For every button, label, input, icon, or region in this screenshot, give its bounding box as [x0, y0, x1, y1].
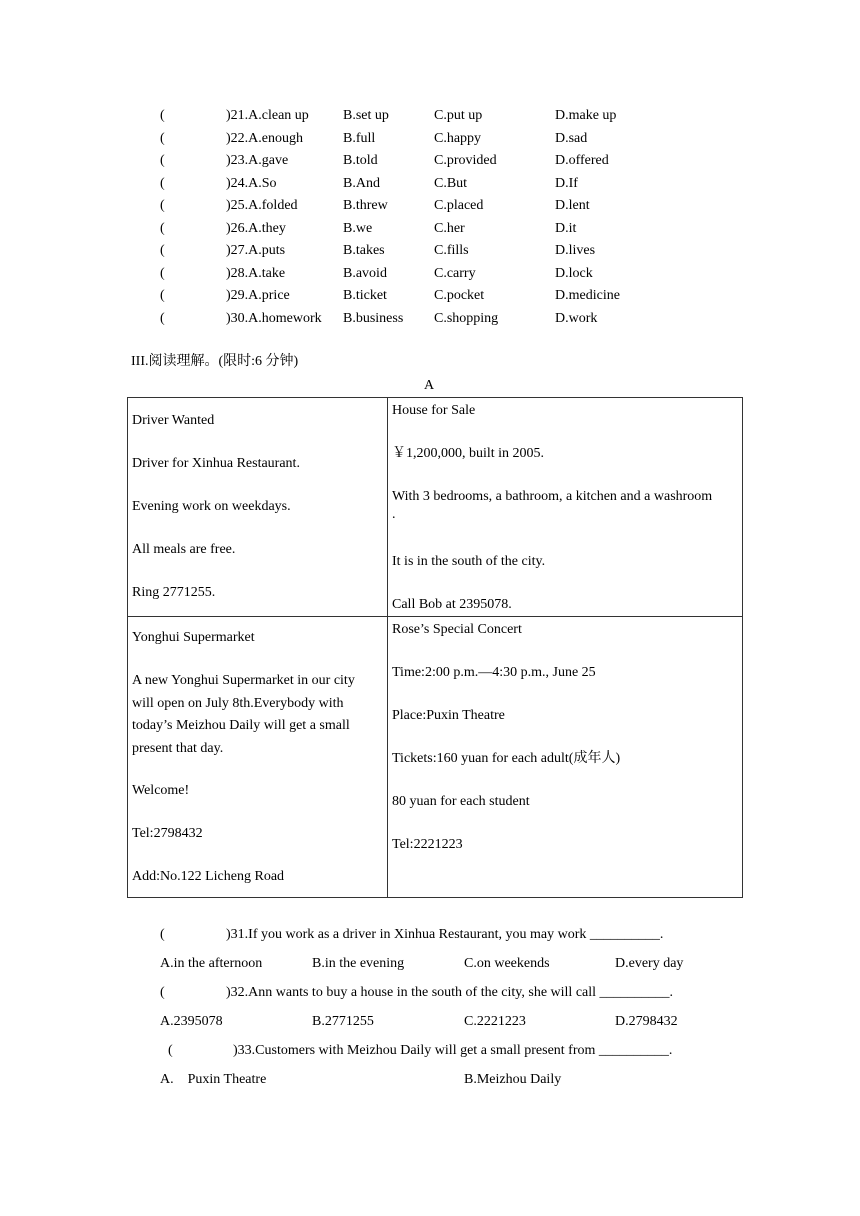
option-b: B.2771255 [312, 1014, 374, 1029]
ad-line: Tickets:160 yuan for each adult(成年人) [392, 751, 621, 766]
answer-paren: ( [160, 265, 165, 281]
option-a: A.2395078 [160, 1014, 223, 1029]
ad-line: A new Yonghui Supermarket in our city [132, 673, 355, 688]
section-title: III.阅读理解。(限时:6 分钟) [131, 354, 299, 369]
option-d: D.lock [555, 265, 593, 281]
option-a: )30.A.homework [226, 310, 322, 326]
option-d: D.work [555, 310, 598, 326]
option-d: D.lives [555, 243, 596, 258]
ad-roses-concert [388, 617, 743, 898]
answer-paren: ( [160, 288, 165, 303]
option-c: C.put up [434, 108, 483, 123]
ad-line: Evening work on weekdays. [132, 499, 291, 514]
option-c: C.on weekends [464, 956, 550, 971]
option-b: B.threw [343, 198, 388, 213]
answer-paren: ( [160, 220, 165, 236]
option-c: C.2221223 [464, 1014, 526, 1029]
answer-paren: ( [160, 310, 165, 326]
option-b: B.avoid [343, 265, 387, 281]
option-d: D.make up [555, 108, 617, 123]
option-a: )24.A.So [226, 175, 277, 191]
option-a: )21.A.clean up [226, 108, 309, 123]
question-stem: )31.If you work as a driver in Xinhua Restaurant, you may work __________. [226, 927, 664, 942]
answer-paren: ( [160, 198, 165, 213]
option-b: B.told [343, 153, 378, 168]
option-d: D.If [555, 175, 578, 191]
ad-phone: Ring 2771255. [132, 585, 216, 600]
ad-heading: House for Sale [392, 403, 476, 418]
answer-paren: ( [160, 243, 165, 258]
ad-line: Time:2:00 p.m.—4:30 p.m., June 25 [392, 665, 596, 680]
ad-line: present that day. [132, 740, 224, 756]
option-c: C.happy [434, 130, 482, 146]
option-d: D.it [555, 220, 577, 236]
answer-paren: ( [160, 927, 165, 942]
option-d: D.2798432 [615, 1014, 678, 1029]
option-c: C.provided [434, 153, 497, 168]
option-b: B.in the evening [312, 956, 405, 971]
option-a: )26.A.they [226, 220, 286, 236]
answer-paren: ( [160, 108, 165, 123]
option-c: C.placed [434, 198, 484, 213]
option-b: B.ticket [343, 288, 387, 303]
option-d: D.medicine [555, 288, 620, 303]
ad-line: It is in the south of the city. [392, 554, 546, 569]
ad-phone: Tel:2221223 [392, 837, 463, 852]
ad-line: With 3 bedrooms, a bathroom, a kitchen and a washroom [392, 489, 713, 504]
ad-yonghui-supermarket [128, 617, 388, 898]
question-stem: )32.Ann wants to buy a house in the south of the city, she will call __________. [226, 985, 674, 1000]
option-c: C.her [434, 220, 465, 236]
ad-driver-wanted [128, 398, 388, 617]
option-c: C.shopping [434, 310, 499, 326]
ad-line: Driver for Xinhua Restaurant. [132, 456, 300, 471]
option-d: D.every day [615, 956, 684, 971]
ads-table [127, 397, 743, 898]
option-c: C.pocket [434, 288, 485, 303]
option-b: B.set up [343, 108, 389, 123]
option-c: C.fills [434, 243, 469, 258]
option-a: )23.A.gave [226, 153, 289, 168]
ad-heading: Rose’s Special Concert [392, 622, 522, 637]
option-b: B.And [343, 175, 380, 191]
ad-heading: Driver Wanted [132, 413, 215, 428]
part-label: A [424, 378, 435, 393]
option-b: B.full [343, 130, 376, 146]
answer-paren: ( [168, 1043, 173, 1058]
option-b: B.Meizhou Daily [464, 1072, 562, 1087]
option-a: )25.A.folded [226, 198, 298, 213]
option-d: D.lent [555, 198, 590, 213]
ad-line: will open on July 8th.Everybody with [132, 695, 344, 711]
option-a: A. Puxin Theatre [160, 1072, 267, 1087]
ad-line: Place:Puxin Theatre [392, 708, 505, 723]
ad-house-for-sale [388, 398, 743, 617]
ad-line: ￥1,200,000, built in 2005. [392, 446, 545, 461]
option-a: )22.A.enough [226, 130, 303, 146]
answer-paren: ( [160, 130, 165, 146]
option-c: C.carry [434, 265, 476, 281]
ad-phone: Call Bob at 2395078. [392, 597, 512, 612]
option-a: A.in the afternoon [160, 956, 263, 971]
ad-line: 80 yuan for each student [392, 794, 530, 809]
answer-paren: ( [160, 175, 165, 191]
ad-line: All meals are free. [132, 542, 236, 557]
option-d: D.sad [555, 130, 588, 146]
option-a: )27.A.puts [226, 243, 286, 258]
option-b: B.we [343, 220, 373, 236]
ad-line: today’s Meizhou Daily will get a small [132, 718, 350, 733]
option-a: )28.A.take [226, 265, 286, 281]
ad-address: Add:No.122 Licheng Road [132, 869, 285, 884]
ad-heading: Yonghui Supermarket [132, 630, 255, 645]
ad-line: Welcome! [132, 783, 190, 798]
ad-phone: Tel:2798432 [132, 826, 203, 841]
option-a: )29.A.price [226, 288, 290, 303]
question-stem: )33.Customers with Meizhou Daily will get a small present from __________. [233, 1043, 673, 1058]
answer-paren: ( [160, 985, 165, 1000]
option-b: B.takes [343, 243, 385, 258]
option-d: D.offered [555, 153, 609, 168]
option-c: C.But [434, 175, 468, 191]
answer-paren: ( [160, 153, 165, 168]
ad-line: . [392, 507, 396, 522]
option-b: B.business [343, 310, 404, 326]
